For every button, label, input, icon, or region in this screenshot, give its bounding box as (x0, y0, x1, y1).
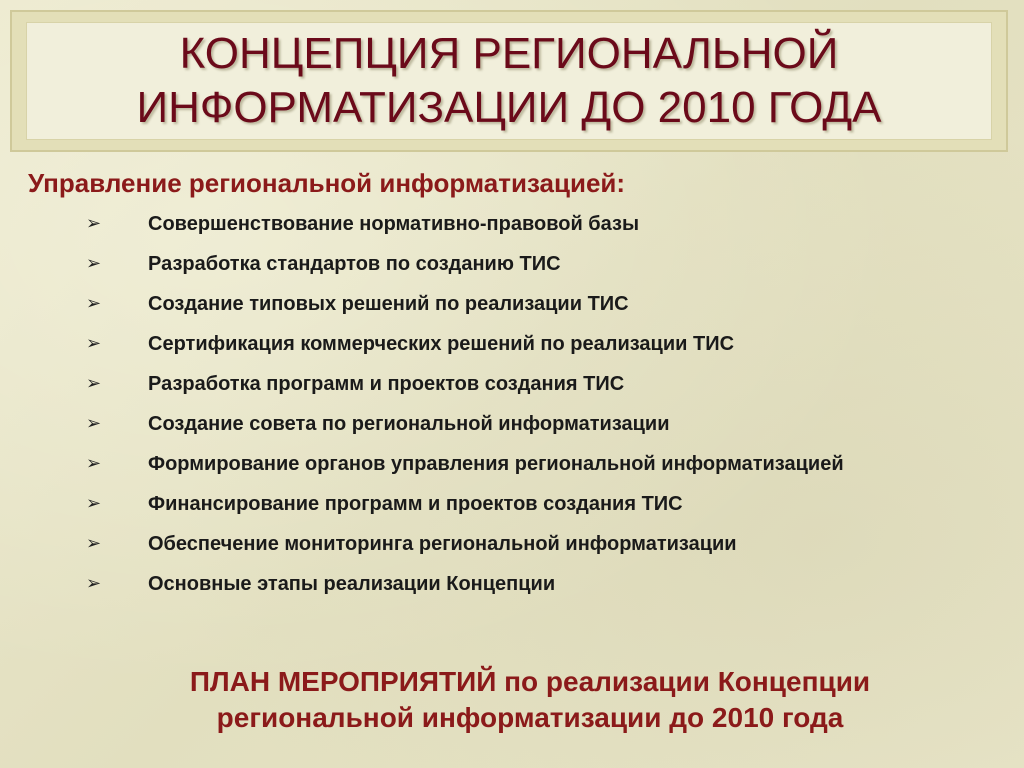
slide-title-line-2: ИНФОРМАТИЗАЦИИ ДО 2010 ГОДА (136, 83, 882, 132)
title-box (26, 22, 992, 140)
list-item-text: Формирование органов управления региональной информатизацией (148, 453, 844, 475)
arrow-bullet-icon: ➢ (86, 333, 102, 354)
list-item (86, 412, 986, 436)
plan-link-block[interactable] (90, 664, 970, 736)
list-item-text: Обеспечение мониторинга региональной информатизации (148, 533, 737, 555)
plan-line-1: ПЛАН МЕРОПРИЯТИЙ по реализации Концепции (189, 666, 871, 697)
arrow-bullet-icon: ➢ (86, 493, 102, 514)
section-heading: Управление региональной информатизацией: (28, 168, 626, 198)
list-item-text: Сертификация коммерческих решений по реализации ТИС (148, 333, 735, 355)
slide-title-line-1: КОНЦЕПЦИЯ РЕГИОНАЛЬНОЙ (179, 29, 839, 78)
arrow-bullet-icon: ➢ (86, 373, 102, 394)
list-item (86, 292, 986, 316)
title-frame (10, 10, 1008, 152)
list-item (86, 572, 986, 596)
list-item-text: Разработка программ и проектов создания ТИС (148, 373, 625, 395)
arrow-bullet-icon: ➢ (86, 293, 102, 314)
list-item-text: Совершенствование нормативно-правовой базы (148, 213, 640, 235)
arrow-bullet-icon: ➢ (86, 533, 102, 554)
bullet-list (86, 212, 986, 612)
list-item (86, 452, 848, 476)
list-item (86, 252, 986, 276)
list-item (86, 212, 986, 236)
list-item-text: Создание типовых решений по реализации ТИС (148, 293, 629, 315)
list-item (86, 492, 986, 516)
list-item-text: Разработка стандартов по созданию ТИС (148, 253, 561, 275)
list-item-text: Финансирование программ и проектов создания ТИС (148, 493, 683, 515)
list-item-text: Создание совета по региональной информатизации (148, 413, 670, 435)
arrow-bullet-icon: ➢ (86, 573, 102, 594)
list-item-text: Основные этапы реализации Концепции (148, 573, 556, 595)
list-item (86, 372, 986, 396)
arrow-bullet-icon: ➢ (86, 213, 102, 234)
arrow-bullet-icon: ➢ (86, 453, 102, 474)
arrow-bullet-icon: ➢ (86, 413, 102, 434)
list-item (86, 332, 986, 356)
arrow-bullet-icon: ➢ (86, 253, 102, 274)
list-item (86, 532, 986, 556)
plan-line-2: региональной информатизации до 2010 года (216, 702, 844, 733)
